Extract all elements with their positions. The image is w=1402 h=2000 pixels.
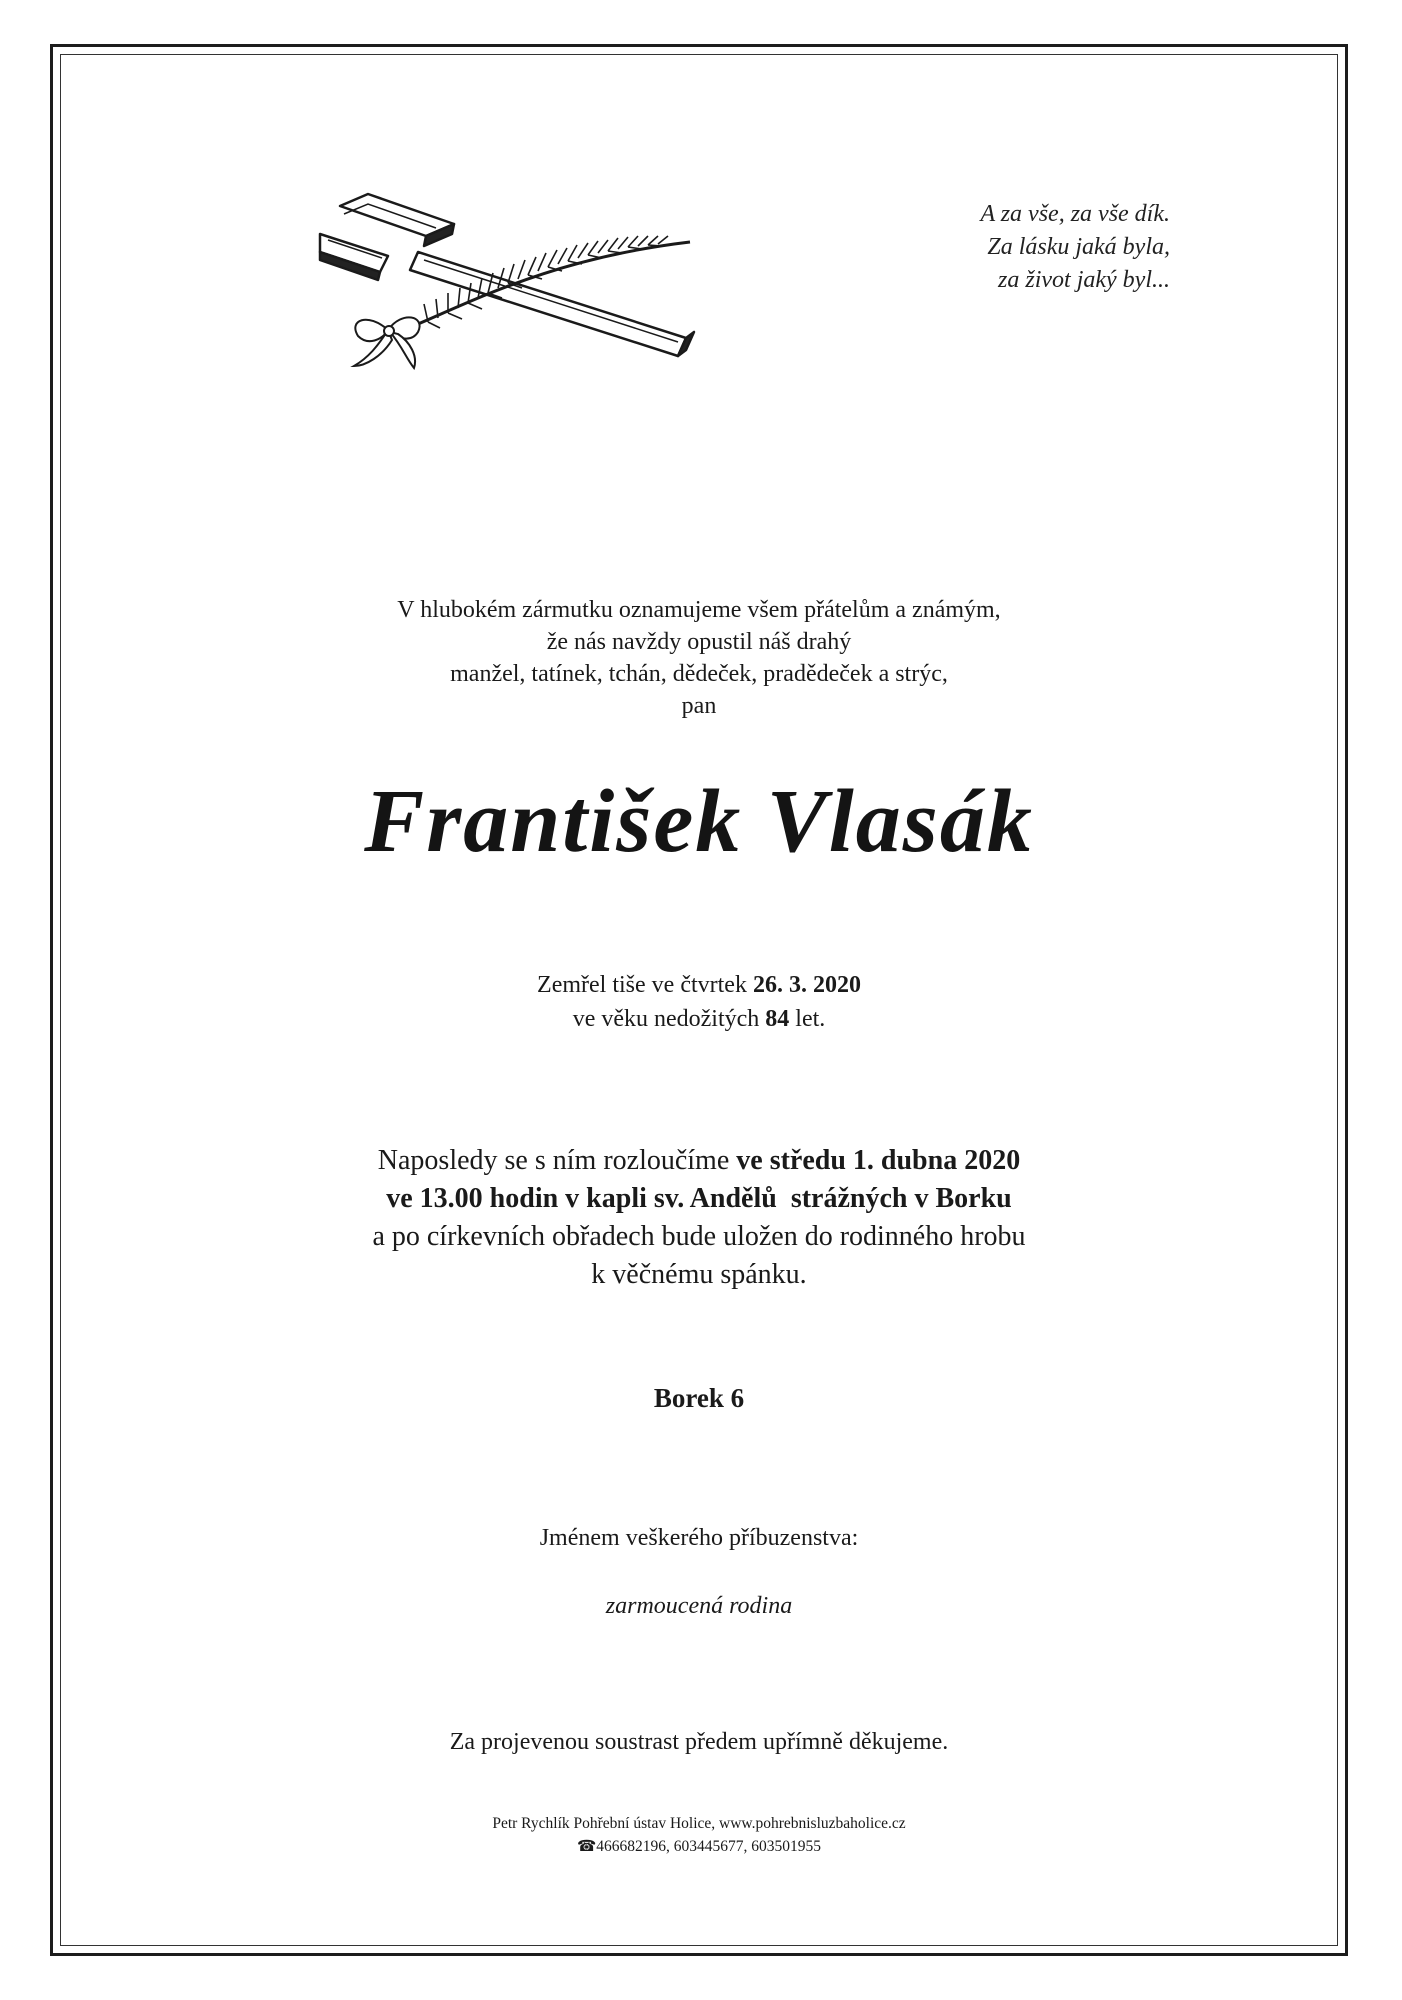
funeral-service-footer (60, 1812, 1338, 1858)
intro-line: V hlubokém zármutku oznamujeme všem přátelům a známým, (397, 597, 1001, 623)
death-info (60, 968, 1338, 1036)
motto-line: za život jaký byl... (998, 267, 1170, 293)
farewell-time-place (60, 1180, 1338, 1218)
cross-with-palm-icon (318, 190, 708, 370)
intro-line: pan (681, 693, 717, 719)
farewell-line: a po církevních obřadech bude uložen do rodinného hrobu (372, 1221, 1026, 1252)
intro-line: manžel, tatínek, tchán, dědeček, pradědeček a strýc, (450, 661, 948, 687)
motto-line: A za vše, za vše dík. (980, 201, 1170, 227)
death-text: Zemřel tiše ve čtvrtek (537, 972, 753, 998)
phone-icon: ☎ (576, 1838, 597, 1855)
farewell-date-line (60, 1142, 1338, 1180)
footer-company: Petr Rychlík Pohřební ústav Holice, www.pohrebnisluzbaholice.cz (492, 1815, 906, 1832)
death-date-line (60, 968, 1338, 1002)
deceased-name: František Vlasák (364, 772, 1034, 871)
farewell-line: k věčnému spánku. (591, 1259, 807, 1290)
on-behalf-line: Jménem veškerého příbuzenstva: (539, 1525, 859, 1551)
farewell-date: ve středu 1. dubna 2020 (736, 1145, 1021, 1176)
age-suffix: let. (789, 1006, 826, 1032)
death-date: 26. 3. 2020 (752, 972, 861, 998)
death-age-line (60, 1002, 1338, 1036)
farewell-time-place-text: ve 13.00 hodin v kapli sv. Andělů strážných v Borku (386, 1183, 1012, 1214)
announcement-intro (60, 594, 1338, 722)
footer-phones: 466682196, 603445677, 603501955 (596, 1838, 822, 1855)
farewell-info (60, 1142, 1338, 1294)
death-age: 84 (765, 1006, 790, 1032)
thanks-line: Za projevenou soustrast předem upřímně děkujeme. (449, 1729, 949, 1755)
address: Borek 6 (653, 1383, 745, 1413)
intro-line: že nás navždy opustil náš drahý (546, 629, 852, 655)
footer-phones-line (60, 1835, 1338, 1858)
age-text: ve věku nedožitých (572, 1006, 766, 1032)
farewell-text: Naposledy se s ním rozloučíme (377, 1145, 737, 1176)
family-signature: zarmoucená rodina (605, 1593, 793, 1619)
motto-verse (770, 198, 1170, 297)
motto-line: Za lásku jaká byla, (987, 234, 1170, 260)
